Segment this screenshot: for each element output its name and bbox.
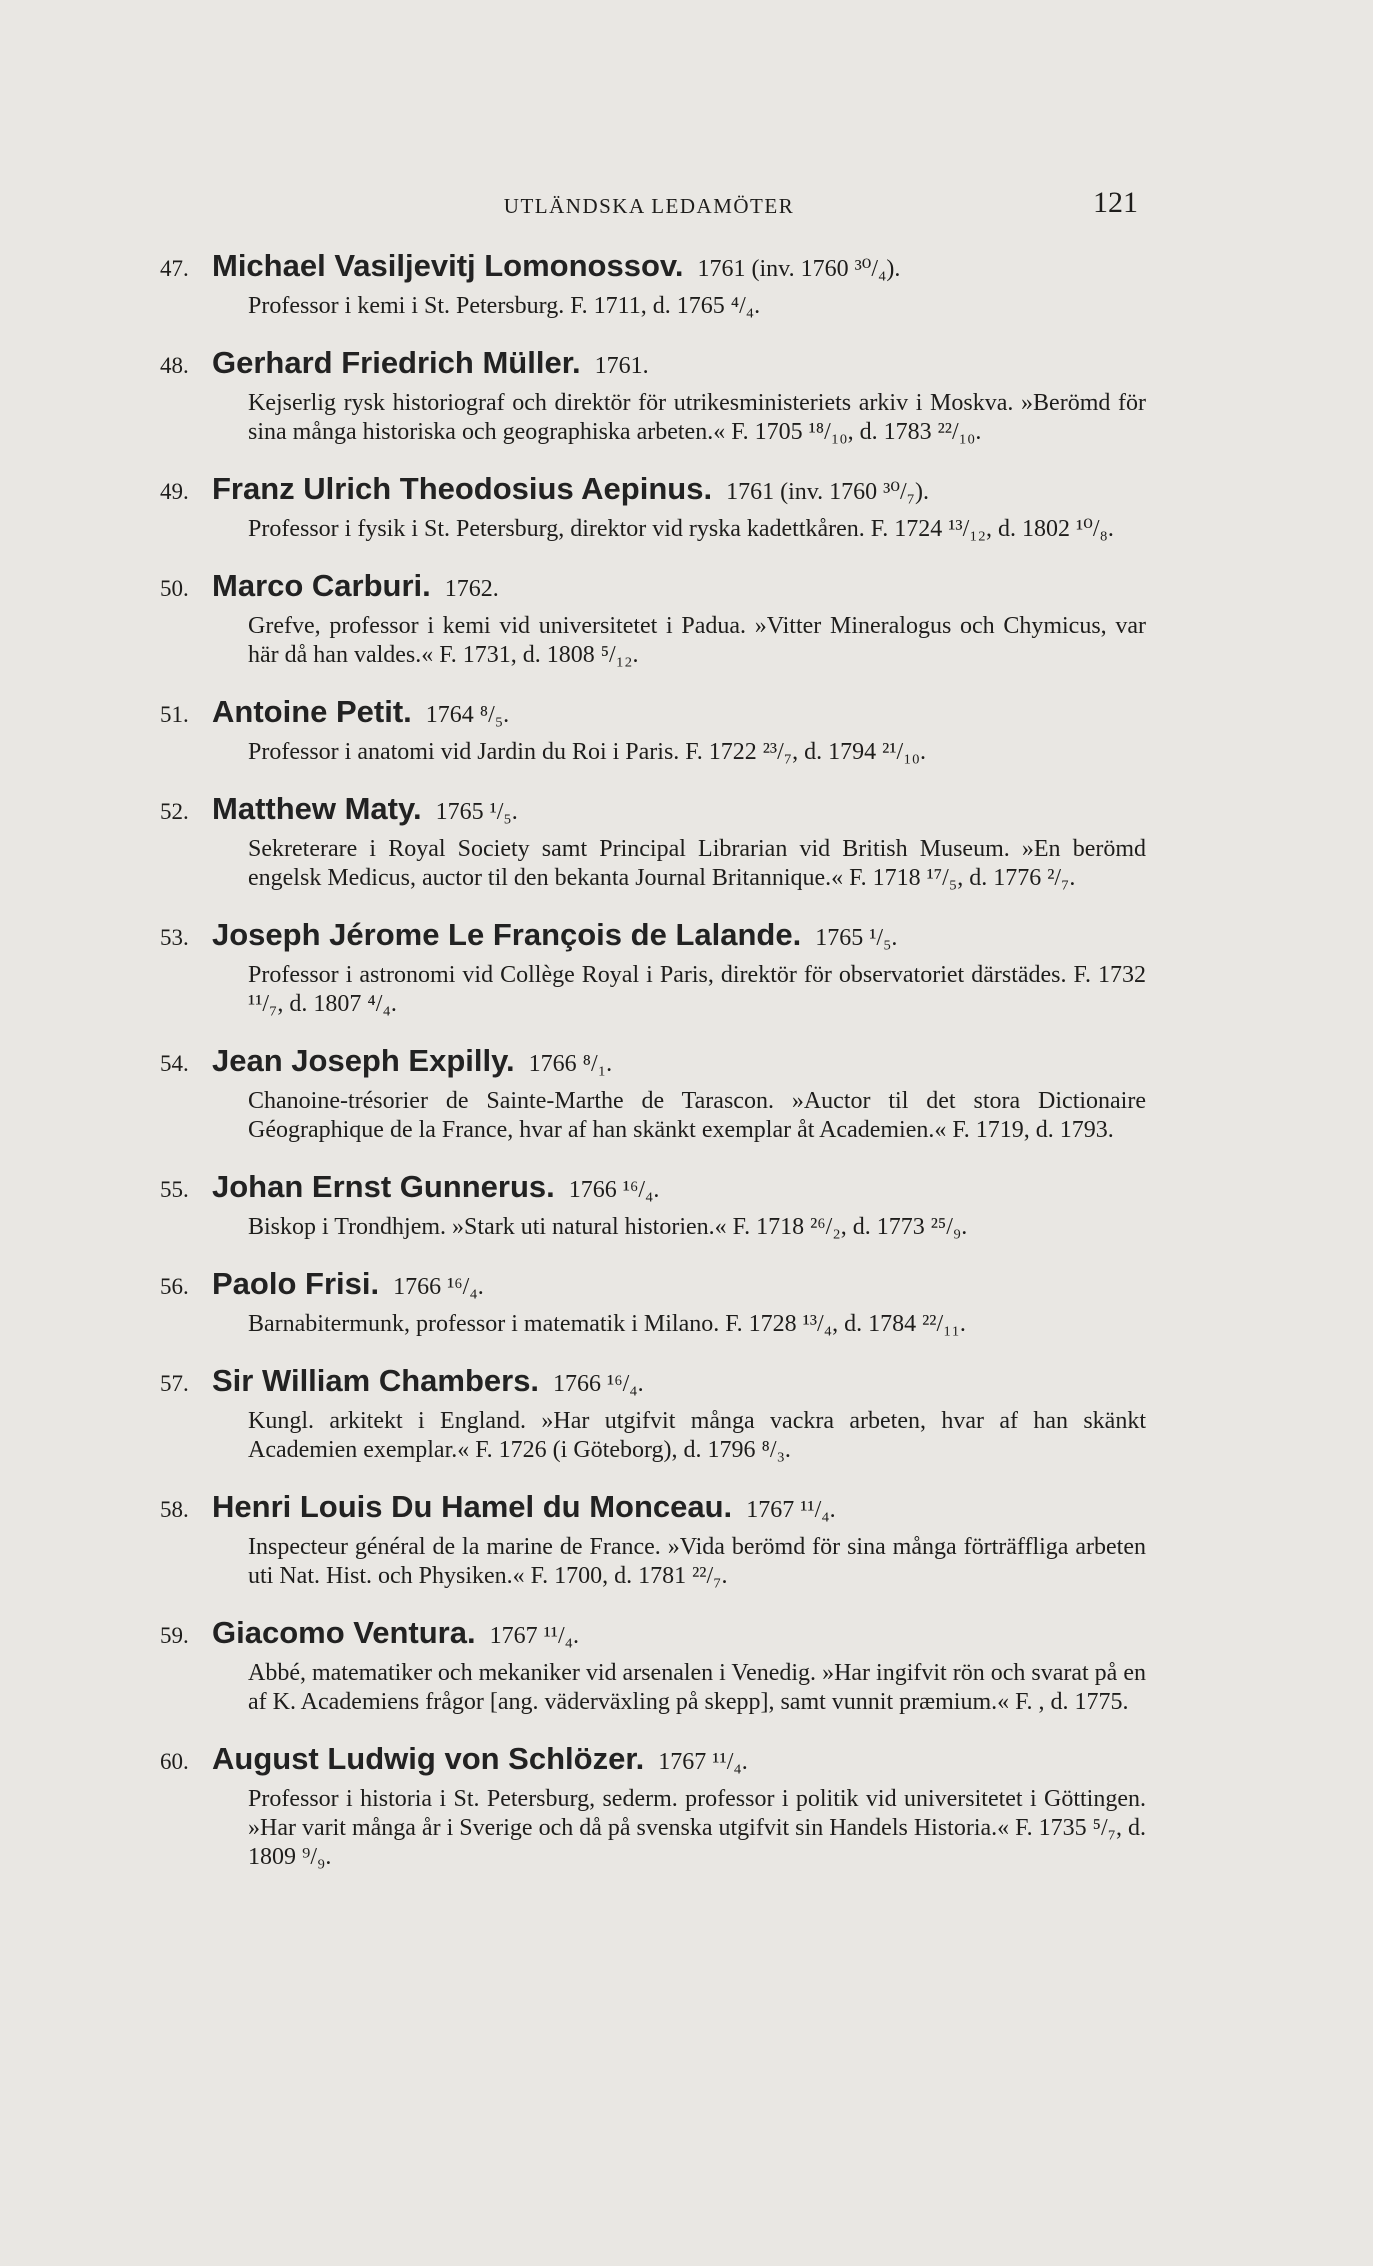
member-name: August Ludwig von Schlözer.: [212, 1741, 645, 1776]
list-item: [160, 1043, 1146, 1145]
entry-number: 49.: [160, 479, 189, 504]
entry-number: 56.: [160, 1274, 189, 1299]
election-date: 1767 ¹¹/₄.: [489, 1623, 580, 1649]
member-name: Michael Vasiljevitj Lomonossov.: [212, 248, 684, 283]
member-name: Sir William Chambers.: [212, 1363, 540, 1398]
entry-number: 47.: [160, 256, 189, 281]
list-item: [160, 1169, 1146, 1242]
election-date: 1767 ¹¹/₄.: [746, 1497, 836, 1523]
member-description: Kungl. arkitekt i England. »Har utgifvit många vackra arbeten, hvar af han skänkt Academien exemplar.« F. 1726 (i Göteborg), d. 1796 ⁸/₃.: [248, 1408, 1146, 1463]
member-description: Biskop i Trondhjem. »Stark uti natural historien.« F. 1718 ²⁶/₂, d. 1773 ²⁵/₉.: [248, 1214, 968, 1240]
entry-number: 48.: [160, 353, 189, 378]
election-date: 1765 ¹/₅.: [815, 925, 898, 951]
member-description: Inspecteur général de la marine de France. »Vida berömd för sina många förträffliga arbeten uti Nat. Hist. och Physiken.« F. 1700, d. 1781 ²²/₇.: [248, 1534, 1146, 1589]
page-header: [160, 186, 1138, 226]
member-name: Marco Carburi.: [212, 568, 431, 603]
election-date: 1764 ⁸/₅.: [425, 702, 510, 728]
member-name: Johan Ernst Gunnerus.: [212, 1169, 555, 1204]
entry-number: 58.: [160, 1497, 189, 1522]
member-description: Kejserlig rysk historiograf och direktör för utrikesministeriets arkiv i Moskva. »Berömd för sina många historiska och geographiska arbeten.« F. 1705 ¹⁸/₁₀, d. 1783 ²²/₁₀.: [248, 390, 1146, 445]
election-date: 1761.: [594, 353, 649, 379]
list-item: [160, 568, 1146, 670]
election-date: 1766 ¹⁶/₄.: [568, 1177, 660, 1203]
entry-number: 51.: [160, 702, 189, 727]
member-description: Grefve, professor i kemi vid universitetet i Padua. »Vitter Mineralogus och Chymicus, var här då han valdes.« F. 1731, d. 1808 ⁵/₁₂.: [248, 613, 1146, 668]
list-item: [160, 694, 1146, 767]
entry-number: 52.: [160, 799, 189, 824]
page-number: 121: [1093, 186, 1138, 219]
list-item: [160, 471, 1146, 544]
member-description: Sekreterare i Royal Society samt Principal Librarian vid British Museum. »En berömd engelsk Medicus, auctor til den bekanta Journal Britannique.« F. 1718 ¹⁷/₅, d. 1776 ²/₇.: [248, 836, 1146, 891]
election-date: 1762.: [444, 576, 499, 602]
running-head: UTLÄNDSKA LEDAMÖTER: [503, 194, 795, 218]
list-item: [160, 1741, 1146, 1872]
member-name: Henri Louis Du Hamel du Monceau.: [212, 1489, 733, 1524]
member-name: Giacomo Ventura.: [212, 1615, 476, 1650]
member-name: Matthew Maty.: [212, 791, 422, 826]
election-date: 1761 (inv. 1760 ³⁰/₇).: [726, 479, 930, 505]
election-date: 1761 (inv. 1760 ³⁰/₄).: [697, 256, 901, 282]
member-name: Antoine Petit.: [212, 694, 412, 729]
member-list: [160, 248, 1146, 1896]
member-description: Abbé, matematiker och mekaniker vid arsenalen i Venedig. »Har ingifvit rön och svarat på en af K. Academiens frågor [ang. väderväxling på skepp], samt vunnit præmium.« F. , d. 1775.: [248, 1660, 1146, 1715]
election-date: 1766 ¹⁶/₄.: [393, 1274, 484, 1300]
member-description: Professor i historia i St. Petersburg, sederm. professor i politik vid universitetet i Göttingen. »Har varit många år i Sverige och då på svenska utgifvit sin Handels Historia.« F. 1735 ⁵/₇, d. 1809 ⁹/₉.: [248, 1786, 1146, 1870]
member-description: Professor i anatomi vid Jardin du Roi i Paris. F. 1722 ²³/₇, d. 1794 ²¹/₁₀.: [248, 739, 926, 765]
list-item: [160, 1615, 1146, 1717]
member-description: Professor i astronomi vid Collège Royal i Paris, direktör för observatoriet därstädes. F. 1732 ¹¹/₇, d. 1807 ⁴/₄.: [248, 962, 1146, 1017]
list-item: [160, 791, 1146, 893]
member-description: Chanoine-trésorier de Sainte-Marthe de Tarascon. »Auctor til det stora Dictionaire Géographique de la France, hvar af han skänkt exemplar åt Academien.« F. 1719, d. 1793.: [248, 1088, 1146, 1143]
entry-number: 57.: [160, 1371, 189, 1396]
entry-number: 54.: [160, 1051, 189, 1076]
entry-number: 53.: [160, 925, 189, 950]
entry-number: 60.: [160, 1749, 189, 1774]
member-description: Professor i kemi i St. Petersburg. F. 1711, d. 1765 ⁴/₄.: [248, 293, 761, 319]
election-date: 1767 ¹¹/₄.: [658, 1749, 748, 1775]
entry-number: 50.: [160, 576, 189, 601]
list-item: [160, 917, 1146, 1019]
entry-number: 59.: [160, 1623, 189, 1648]
list-item: [160, 1363, 1146, 1465]
election-date: 1766 ⁸/₁.: [528, 1051, 613, 1077]
list-item: [160, 1489, 1146, 1591]
member-name: Gerhard Friedrich Müller.: [212, 345, 581, 380]
member-name: Paolo Frisi.: [212, 1266, 380, 1301]
election-date: 1765 ¹/₅.: [435, 799, 518, 825]
member-name: Jean Joseph Expilly.: [212, 1043, 515, 1078]
entry-number: 55.: [160, 1177, 189, 1202]
member-description: Barnabitermunk, professor i matematik i Milano. F. 1728 ¹³/₄, d. 1784 ²²/₁₁.: [248, 1311, 966, 1337]
list-item: [160, 345, 1146, 447]
list-item: [160, 1266, 1146, 1339]
member-description: Professor i fysik i St. Petersburg, direktor vid ryska kadettkåren. F. 1724 ¹³/₁₂, d. 1802 ¹⁰/₈.: [248, 516, 1114, 542]
member-name: Joseph Jérome Le François de Lalande.: [212, 917, 802, 952]
list-item: [160, 248, 1146, 321]
election-date: 1766 ¹⁶/₄.: [553, 1371, 644, 1397]
member-name: Franz Ulrich Theodosius Aepinus.: [212, 471, 713, 506]
